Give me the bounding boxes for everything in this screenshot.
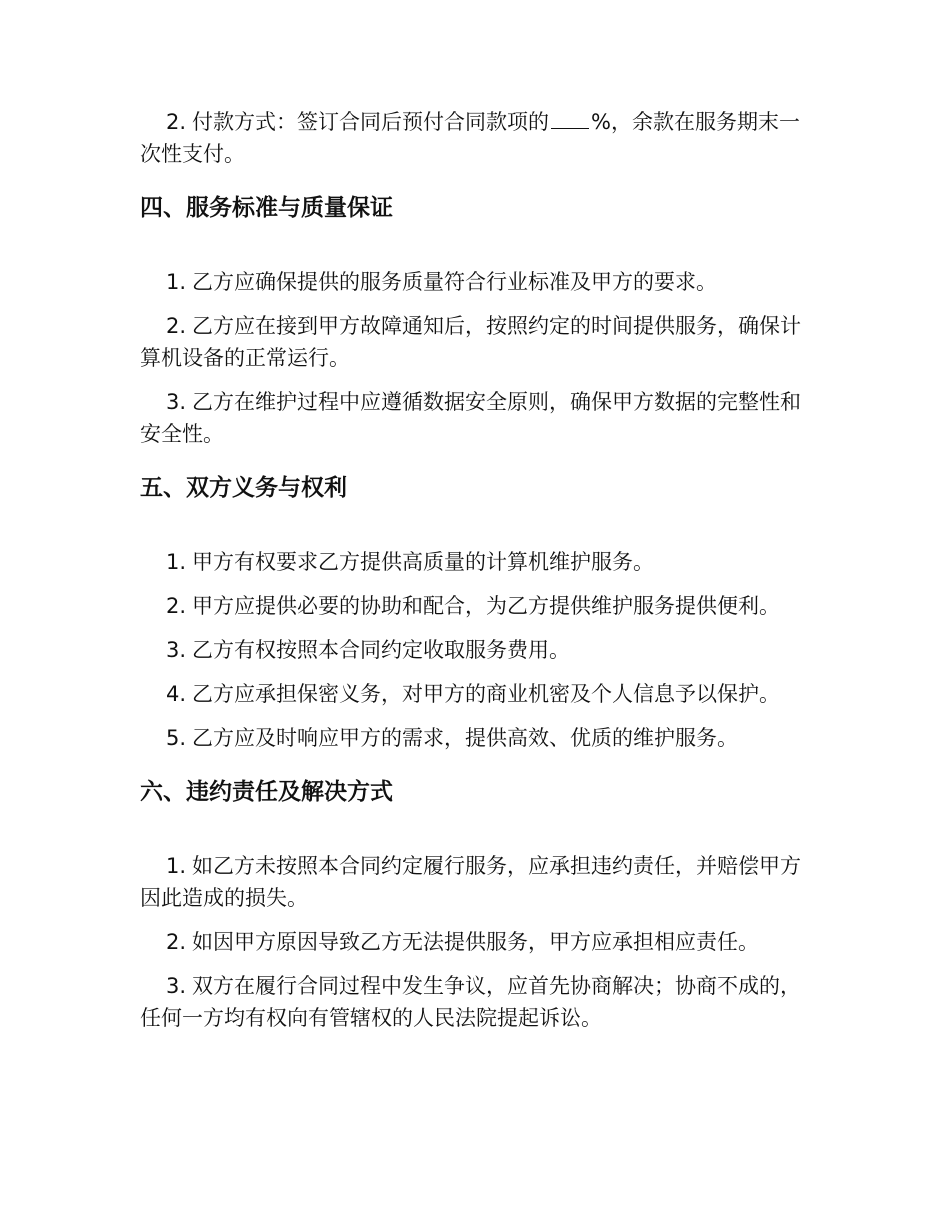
list-item (140, 266, 804, 298)
item-text: 乙方应承担保密义务，对甲方的商业机密及个人信息予以保护。 (192, 682, 781, 706)
item-number: 1. (166, 854, 187, 878)
item-number: 2. (166, 314, 187, 338)
payment-method-paragraph (140, 106, 804, 170)
list-item (140, 678, 804, 710)
item-number: 4. (166, 682, 187, 706)
item-text: 乙方在维护过程中应遵循数据安全原则，确保甲方数据的完整性和安全性。 (140, 390, 802, 446)
section-heading: 六、违约责任及解决方式 (140, 779, 393, 805)
list-item (140, 850, 804, 914)
list-item (140, 634, 804, 666)
item-text: 乙方有权按照本合同约定收取服务费用。 (192, 638, 571, 662)
item-number: 1. (166, 550, 187, 574)
item-text: 甲方有权要求乙方提供高质量的计算机维护服务。 (192, 550, 655, 574)
list-item (140, 926, 804, 958)
percentage-blank (551, 110, 589, 129)
item-number: 5. (166, 726, 187, 750)
list-item (140, 310, 804, 374)
item-number: 3. (166, 390, 187, 414)
item-number: 3. (166, 974, 187, 998)
item-number: 2. (166, 110, 187, 134)
list-item (140, 970, 804, 1034)
item-number: 1. (166, 270, 187, 294)
document-page (140, 106, 804, 1046)
item-text: 乙方应及时响应甲方的需求，提供高效、优质的维护服务。 (192, 726, 739, 750)
item-text: 乙方应确保提供的服务质量符合行业标准及甲方的要求。 (192, 270, 718, 294)
item-number: 2. (166, 930, 187, 954)
item-text: 乙方应在接到甲方故障通知后，按照约定的时间提供服务，确保计算机设备的正常运行。 (140, 314, 802, 370)
item-text: 双方在履行合同过程中发生争议，应首先协商解决；协商不成的，任何一方均有权向有管辖权的人民法院提起诉讼。 (140, 974, 802, 1030)
item-number: 2. (166, 594, 187, 618)
payment-text-after: %，余款在服务期末一次性支付。 (140, 110, 801, 166)
list-item (140, 722, 804, 754)
list-item (140, 546, 804, 578)
list-item (140, 386, 804, 450)
section-heading: 五、双方义务与权利 (140, 475, 347, 501)
payment-text-before: 付款方式：签订合同后预付合同款项的 (192, 110, 550, 134)
item-number: 3. (166, 638, 187, 662)
list-item (140, 590, 804, 622)
item-text: 甲方应提供必要的协助和配合，为乙方提供维护服务提供便利。 (192, 594, 781, 618)
item-text: 如乙方未按照本合同约定履行服务，应承担违约责任，并赔偿甲方因此造成的损失。 (140, 854, 802, 910)
section-heading: 四、服务标准与质量保证 (140, 195, 393, 221)
item-text: 如因甲方原因导致乙方无法提供服务，甲方应承担相应责任。 (192, 930, 760, 954)
